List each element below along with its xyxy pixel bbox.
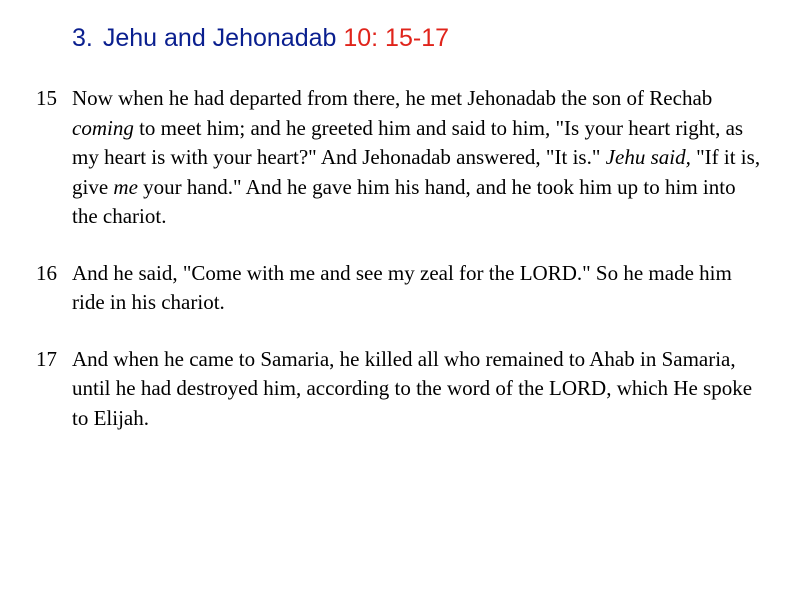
verse-segment-italic: coming — [72, 115, 134, 140]
verse-15 — [36, 84, 766, 232]
verse-segment: your hand." And he gave him his hand, and he took him up to him into the chariot. — [72, 174, 741, 228]
verse-segment: Now when he had departed from there, he met Jehonadab the son of Rechab — [72, 86, 718, 110]
verse-text — [72, 259, 766, 318]
verse-number: 17 — [36, 346, 57, 371]
verse-segment: And he said, "Come with me and see my zeal for the LORD." So he made him ride in his chariot. — [72, 260, 738, 314]
verse-segment-italic: me — [113, 174, 138, 199]
verse-number: 15 — [36, 86, 57, 110]
verse-list — [36, 84, 766, 460]
verse-segment: And when he came to Samaria, he killed all who remained to Ahab in Samaria, until he had destroyed him, according to the word of the LORD, which He spoke to Elijah. — [72, 346, 758, 430]
verse-segment: "If it is, give — [72, 145, 766, 199]
verse-text — [72, 84, 766, 232]
verse-17 — [36, 345, 766, 434]
verse-number: 16 — [36, 260, 57, 285]
title-number: 3. — [72, 24, 93, 52]
verse-segment: to meet him; and he greeted him and said to him, "Is your heart right, as my heart is with your heart?" And Jehonadab answered, "It is." — [72, 115, 749, 169]
verse-text — [72, 345, 766, 434]
title-text: Jehu and Jehonadab — [102, 24, 337, 52]
verse-segment-italic: Jehu said, — [605, 145, 691, 169]
verse-16 — [36, 259, 766, 318]
slide-title — [72, 24, 449, 53]
title-reference: 10: 15-17 — [343, 24, 449, 52]
